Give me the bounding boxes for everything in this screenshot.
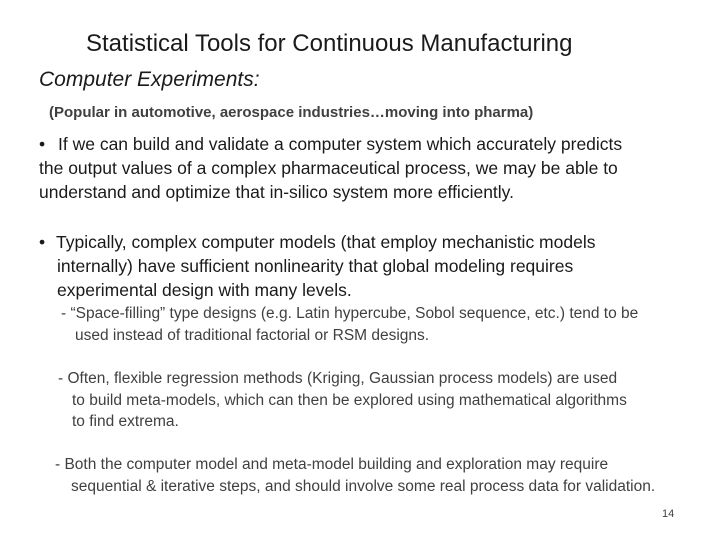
bullet-2-line-3: experimental design with many levels. — [57, 280, 352, 300]
bullet-1-line-2: the output values of a complex pharmaceutical process, we may be able to — [39, 158, 618, 178]
bullet-2-line-2: internally) have sufficient nonlinearity that global modeling requires — [57, 256, 574, 276]
slide-title: Statistical Tools for Continuous Manufacturing — [86, 30, 573, 57]
sub-point-2-line-3: to find extrema. — [72, 413, 179, 430]
sub-point-2-line-2: to build meta-models, which can then be explored using mathematical algorithms — [72, 392, 627, 409]
slide-subtitle: Computer Experiments: — [39, 68, 260, 91]
page-number: 14 — [662, 508, 675, 520]
sub-point-3-line-1: - Both the computer model and meta-model building and exploration may require — [55, 456, 609, 473]
sub-point-3-line-2: sequential & iterative steps, and should involve some real process data for validation. — [71, 478, 656, 495]
industry-note: (Popular in automotive, aerospace industries…moving into pharma) — [49, 104, 534, 121]
bullet-marker: • — [39, 232, 46, 252]
bullet-1-line-1: If we can build and validate a computer system which accurately predicts — [58, 134, 623, 154]
sub-point-2-line-1: - Often, flexible regression methods (Kriging, Gaussian process models) are used — [58, 370, 618, 387]
bullet-1-line-3: understand and optimize that in-silico system more efficiently. — [39, 182, 514, 202]
sub-point-1-line-1: - “Space-filling” type designs (e.g. Latin hypercube, Sobol sequence, etc.) tend to be — [61, 305, 639, 322]
bullet-marker: • — [39, 134, 46, 154]
sub-point-1-line-2: used instead of traditional factorial or RSM designs. — [75, 327, 430, 344]
bullet-2-line-1: Typically, complex computer models (that employ mechanistic models — [56, 232, 596, 252]
